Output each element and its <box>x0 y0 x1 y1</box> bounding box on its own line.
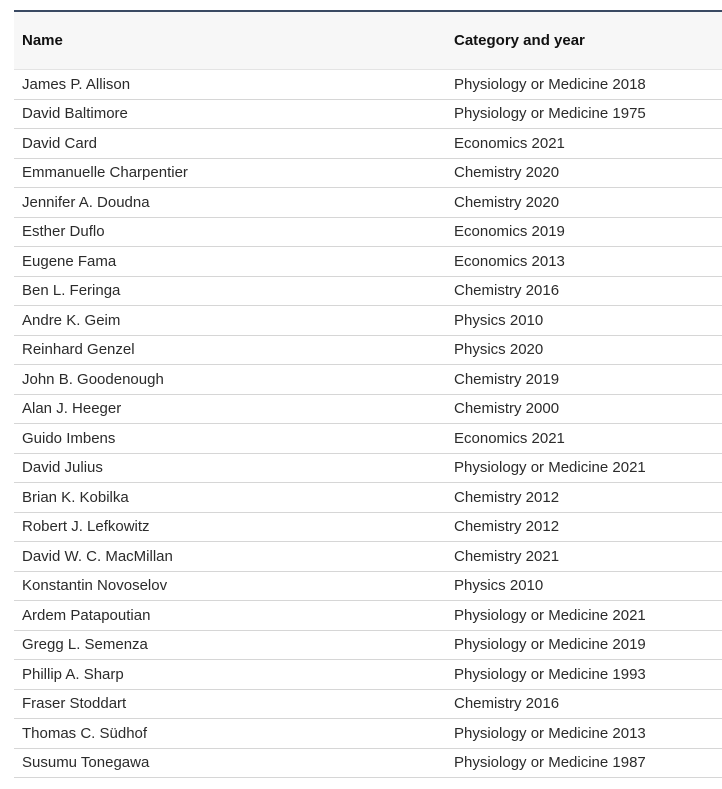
table-row <box>14 335 722 365</box>
cell-category-year: Economics 2013 <box>446 247 722 277</box>
cell-name: Fraser Stoddart <box>14 689 446 719</box>
table-row <box>14 394 722 424</box>
table-row <box>14 306 722 336</box>
table-body <box>14 70 722 778</box>
cell-name: Ardem Patapoutian <box>14 601 446 631</box>
cell-name: John B. Goodenough <box>14 365 446 395</box>
cell-name: Alan J. Heeger <box>14 394 446 424</box>
cell-name: Reinhard Genzel <box>14 335 446 365</box>
cell-name: Robert J. Lefkowitz <box>14 512 446 542</box>
cell-name: Gregg L. Semenza <box>14 630 446 660</box>
table-row <box>14 158 722 188</box>
table-row <box>14 719 722 749</box>
table-row <box>14 188 722 218</box>
cell-name: Eugene Fama <box>14 247 446 277</box>
header-category-year: Category and year <box>446 12 722 70</box>
cell-category-year: Physiology or Medicine 2013 <box>446 719 722 749</box>
cell-category-year: Chemistry 2016 <box>446 276 722 306</box>
cell-name: James P. Allison <box>14 70 446 100</box>
laureates-table-container <box>14 10 722 778</box>
table-row <box>14 424 722 454</box>
table-row <box>14 630 722 660</box>
cell-category-year: Economics 2021 <box>446 424 722 454</box>
cell-name: Emmanuelle Charpentier <box>14 158 446 188</box>
cell-category-year: Chemistry 2012 <box>446 512 722 542</box>
cell-category-year: Chemistry 2019 <box>446 365 722 395</box>
cell-category-year: Physiology or Medicine 1975 <box>446 99 722 129</box>
cell-name: Susumu Tonegawa <box>14 748 446 778</box>
table-row <box>14 453 722 483</box>
laureates-table <box>14 12 722 778</box>
cell-category-year: Physics 2010 <box>446 571 722 601</box>
table-row <box>14 365 722 395</box>
table-row <box>14 601 722 631</box>
cell-category-year: Physiology or Medicine 2021 <box>446 601 722 631</box>
table-row <box>14 247 722 277</box>
header-name: Name <box>14 12 446 70</box>
cell-category-year: Physics 2020 <box>446 335 722 365</box>
cell-category-year: Physiology or Medicine 1993 <box>446 660 722 690</box>
cell-category-year: Chemistry 2021 <box>446 542 722 572</box>
cell-name: David Card <box>14 129 446 159</box>
table-row <box>14 70 722 100</box>
table-row <box>14 512 722 542</box>
cell-name: Jennifer A. Doudna <box>14 188 446 218</box>
cell-category-year: Economics 2021 <box>446 129 722 159</box>
cell-name: Ben L. Feringa <box>14 276 446 306</box>
table-header-row <box>14 12 722 70</box>
cell-name: Guido Imbens <box>14 424 446 454</box>
cell-category-year: Physiology or Medicine 2019 <box>446 630 722 660</box>
table-row <box>14 276 722 306</box>
table-row <box>14 660 722 690</box>
table-row <box>14 542 722 572</box>
table-row <box>14 748 722 778</box>
cell-category-year: Chemistry 2020 <box>446 188 722 218</box>
table-row <box>14 689 722 719</box>
cell-category-year: Chemistry 2000 <box>446 394 722 424</box>
cell-category-year: Physiology or Medicine 2021 <box>446 453 722 483</box>
cell-category-year: Physiology or Medicine 2018 <box>446 70 722 100</box>
cell-name: Phillip A. Sharp <box>14 660 446 690</box>
cell-category-year: Physics 2010 <box>446 306 722 336</box>
cell-name: David Baltimore <box>14 99 446 129</box>
table-row <box>14 571 722 601</box>
cell-name: Andre K. Geim <box>14 306 446 336</box>
cell-category-year: Physiology or Medicine 1987 <box>446 748 722 778</box>
cell-category-year: Chemistry 2012 <box>446 483 722 513</box>
cell-category-year: Chemistry 2020 <box>446 158 722 188</box>
table-row <box>14 99 722 129</box>
table-row <box>14 217 722 247</box>
cell-name: Brian K. Kobilka <box>14 483 446 513</box>
table-row <box>14 129 722 159</box>
cell-category-year: Chemistry 2016 <box>446 689 722 719</box>
cell-name: David Julius <box>14 453 446 483</box>
cell-name: David W. C. MacMillan <box>14 542 446 572</box>
cell-name: Esther Duflo <box>14 217 446 247</box>
cell-name: Thomas C. Südhof <box>14 719 446 749</box>
table-row <box>14 483 722 513</box>
cell-category-year: Economics 2019 <box>446 217 722 247</box>
cell-name: Konstantin Novoselov <box>14 571 446 601</box>
